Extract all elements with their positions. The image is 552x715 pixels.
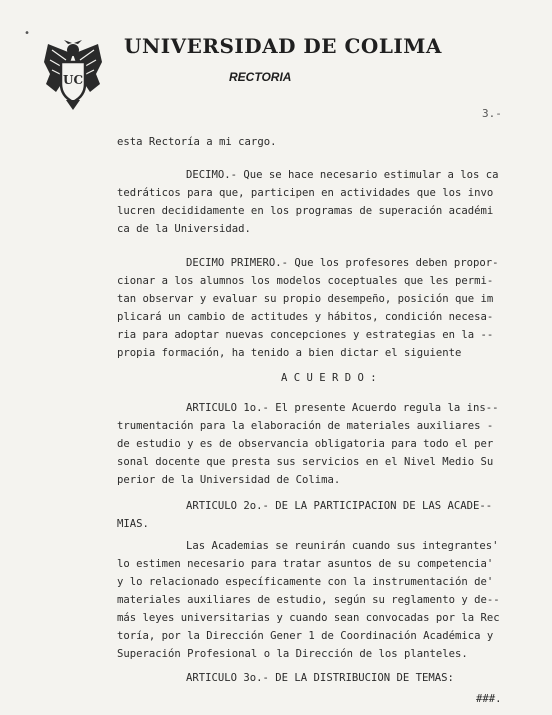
text-line: tan observar y evaluar su propio desempeño, posición que im [117,293,494,305]
text-line: sonal docente que presta sus servicios en el Nivel Medio Su [117,456,494,468]
text-line: ca de la Universidad. [117,223,251,235]
university-name: UNIVERSIDAD DE COLIMA [124,34,442,58]
university-seal-icon [42,40,104,110]
continuation-mark: ###. [476,693,502,705]
text-line: y lo relacionado específicamente con la instrumentación de' [117,576,494,588]
seal-lettering: UC [62,73,84,87]
stray-mark: • [24,28,31,39]
text-line: DECIMO.- Que se hace necesario estimular a los ca [186,169,499,181]
text-line: ARTICULO 2o.- DE LA PARTICIPACION DE LAS ACADE-- [186,500,493,512]
text-line: ARTICULO 1o.- El presente Acuerdo regula la ins-- [186,402,499,414]
text-line: lo estimen necesario para tratar asuntos de su competencia' [117,558,494,570]
text-line: cionar a los alumnos los modelos coceptuales que les permi- [117,275,494,287]
text-line: DECIMO PRIMERO.- Que los profesores deben propor- [186,257,499,269]
text-line: materiales auxiliares de estudio, según su reglamento y de-- [117,594,500,606]
text-line: ria para adoptar nuevas concepciones y estrategias en la -- [117,329,494,341]
text-line: toría, por la Dirección Gener 1 de Coordinación Académica y [117,630,494,642]
text-line: MIAS. [117,518,149,530]
text-line: plicará un cambio de actitudes y hábitos, condición necesa- [117,311,494,323]
page-number: 3.- [482,107,502,120]
text-line: Superación Profesional o la Dirección de los planteles. [117,648,468,660]
text-line: perior de la Universidad de Colima. [117,474,341,486]
text-line: de estudio y es de observancia obligatoria para todo el per [117,438,494,450]
section-heading-acuerdo: A C U E R D O : [281,372,377,384]
text-line: trumentación para la elaboración de materiales auxiliares - [117,420,494,432]
text-line: Las Academias se reunirán cuando sus integrantes' [186,540,499,552]
text-line: más leyes universitarias y cuando sean convocadas por la Rec [117,612,500,624]
text-line: lucren decididamente en los programas de superación académi [117,205,494,217]
text-line: esta Rectoría a mi cargo. [117,136,277,148]
text-line: tedráticos para que, participen en actividades que los invo [117,187,494,199]
office-name: RECTORIA [229,70,292,84]
text-line: propia formación, ha tenido a bien dictar el siguiente [117,347,462,359]
text-line: ARTICULO 3o.- DE LA DISTRIBUCION DE TEMAS: [186,672,454,684]
